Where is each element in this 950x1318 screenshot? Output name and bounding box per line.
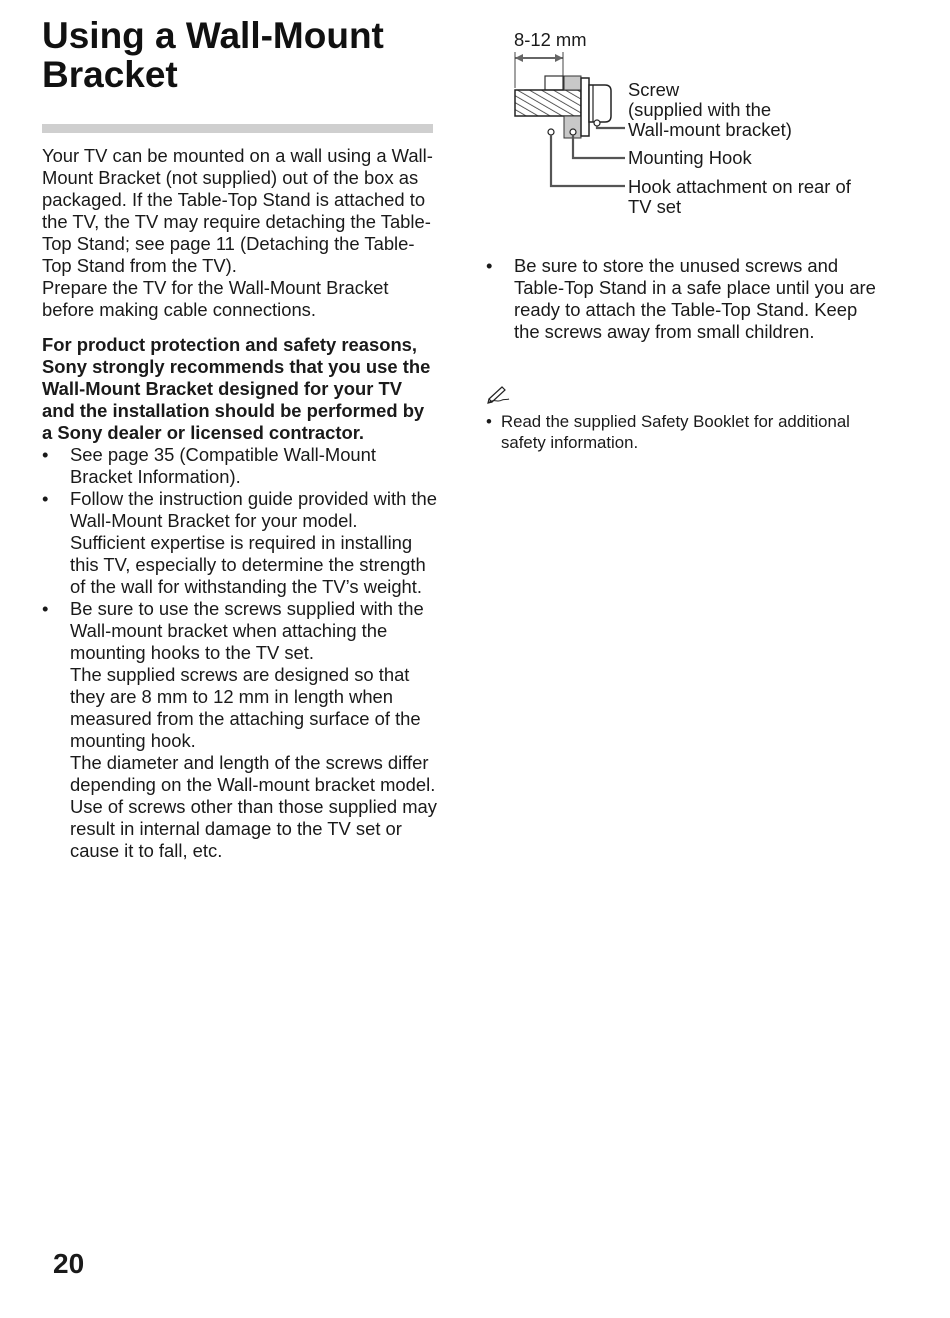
list-item	[42, 444, 437, 488]
list-item-text: Be sure to use the screws supplied with the Wall-mount bracket when attaching the mounting hooks to the TV set.	[70, 598, 424, 663]
list-item-detail: The diameter and length of the screws differ depending on the Wall-mount bracket model. Use of screws other than those supplied may result in internal damage to the TV set or cause it to fall, etc.	[70, 752, 437, 861]
safety-warning: For product protection and safety reasons, Sony strongly recommends that you use the Wall-Mount Bracket designed for your TV and the installation should be performed by a Sony dealer or licensed contractor.	[42, 334, 431, 443]
dimension-label: 8-12 mm	[514, 29, 587, 50]
list-item-text: Be sure to store the unused screws and Table-Top Stand in a safe place until you are ready to attach the Table-Top Stand. Keep the screws away from small children.	[514, 255, 876, 342]
bullet-marker: •	[42, 488, 49, 509]
list-item	[42, 598, 437, 862]
hook-attachment-line: TV set	[628, 196, 682, 217]
left-column	[42, 145, 437, 862]
screw-label	[628, 80, 792, 140]
note-text	[486, 411, 886, 453]
page-number: 20	[53, 1248, 85, 1279]
pencil-note-icon	[486, 384, 512, 404]
right-column	[486, 255, 886, 343]
intro-section	[42, 145, 437, 321]
title-divider	[42, 124, 433, 133]
list-item	[42, 488, 437, 598]
bullet-marker: •	[486, 412, 492, 431]
hook-attachment-label	[628, 177, 851, 217]
list-item-text: Follow the instruction guide provided with the Wall-Mount Bracket for your model. Sufficient expertise is required in installing this TV, especially to determine the strength of the wall for withstanding the TV’s weight.	[70, 488, 437, 597]
screw-label-line: Wall-mount bracket)	[628, 119, 792, 140]
bullet-marker: •	[42, 444, 49, 465]
screw-label-line: Screw	[628, 79, 680, 100]
note-section	[486, 384, 886, 453]
screw-label-line: (supplied with the	[628, 99, 772, 120]
list-item-detail: The supplied screws are designed so that they are 8 mm to 12 mm in length when measured from the attaching surface of the mounting hook.	[70, 664, 421, 751]
hook-attachment-line: Hook attachment on rear of	[628, 176, 851, 197]
bullet-marker: •	[42, 598, 49, 619]
list-item	[486, 255, 886, 343]
bullet-marker: •	[486, 255, 493, 276]
page-title: Using a Wall-Mount Bracket	[42, 15, 384, 95]
bullet-list	[486, 255, 886, 343]
screw-diagram-illustration	[505, 28, 625, 198]
intro-paragraph-2: Prepare the TV for the Wall-Mount Bracket before making cable connections.	[42, 277, 389, 320]
note-text-content: Read the supplied Safety Booklet for additional safety information.	[501, 412, 850, 452]
intro-paragraph: Your TV can be mounted on a wall using a Wall-Mount Bracket (not supplied) out of the box as packaged. If the Table-Top Stand is attached to the TV, the TV may require detaching the Table-Top Stand; see page 11 (Detaching the Table-Top Stand from the TV).	[42, 145, 433, 276]
bullet-list	[42, 444, 437, 862]
mounting-hook-label: Mounting Hook	[628, 147, 752, 168]
list-item-text: See page 35 (Compatible Wall-Mount Bracket Information).	[70, 444, 376, 487]
